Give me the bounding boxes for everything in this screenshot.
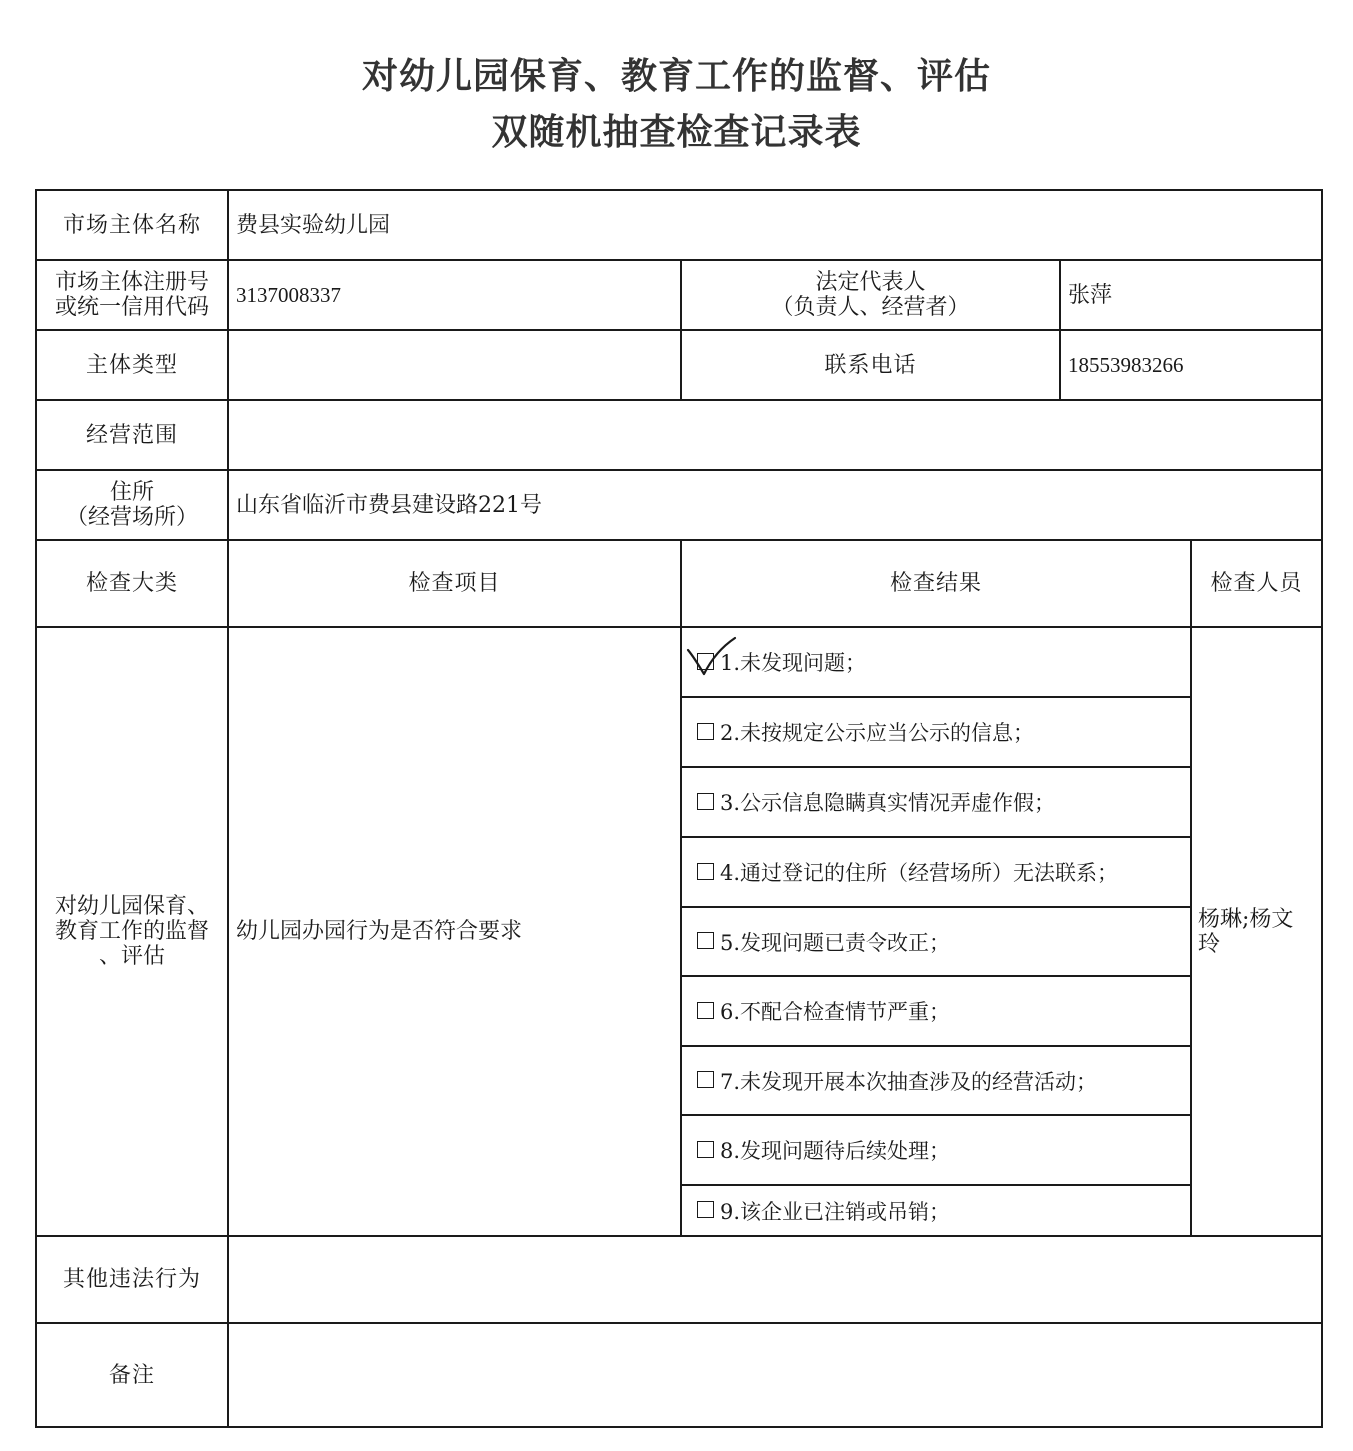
other-violations-label: 其他违法行为 xyxy=(62,1267,201,1292)
checkbox-icon[interactable] xyxy=(697,1002,714,1019)
result-option-text: 2.未按规定公示应当公示的信息； xyxy=(720,721,1035,745)
category-value-line3: 、评估 xyxy=(98,944,165,969)
checkbox-icon[interactable] xyxy=(697,1201,714,1218)
result-option-text: 4.通过登记的住所（经营场所）无法联系； xyxy=(720,861,1119,885)
reg-no-value: 3137008337 xyxy=(236,282,341,307)
result-option-2[interactable] xyxy=(682,698,1190,766)
result-option-text: 7.未发现开展本次抽查涉及的经营活动； xyxy=(720,1069,1098,1094)
address-value: 山东省临沂市费县建设路221号 xyxy=(236,492,542,518)
inspector-header: 检查人员 xyxy=(1210,571,1303,596)
result-option-text: 9.该企业已注销或吊销； xyxy=(720,1199,951,1224)
entity-name-label: 市场主体名称 xyxy=(62,212,201,238)
checkbox-icon[interactable] xyxy=(697,1141,714,1158)
item-header: 检查项目 xyxy=(408,571,501,596)
phone-value: 18553983266 xyxy=(1068,352,1184,377)
entity-type-label: 主体类型 xyxy=(85,352,178,378)
handwritten-checkmark-icon xyxy=(686,636,738,680)
result-option-4[interactable] xyxy=(682,838,1190,906)
inspector-value-line2: 玲 xyxy=(1198,931,1221,957)
result-option-7[interactable] xyxy=(682,1047,1190,1114)
scope-value xyxy=(229,401,1321,469)
checkbox-icon[interactable] xyxy=(697,1071,714,1088)
result-option-9[interactable] xyxy=(682,1186,1190,1235)
result-option-text: 1.未发现问题； xyxy=(720,651,867,675)
remarks-label: 备注 xyxy=(108,1362,155,1388)
remarks-value xyxy=(229,1324,1321,1426)
result-option-1[interactable] xyxy=(682,628,1190,696)
result-option-text: 5.发现问题已责令改正； xyxy=(720,930,951,955)
address-label-line2: （经营场所） xyxy=(65,505,198,530)
checkbox-icon[interactable] xyxy=(697,863,714,880)
checkbox-icon[interactable] xyxy=(697,793,714,810)
result-header: 检查结果 xyxy=(889,571,982,596)
legal-rep-value: 张萍 xyxy=(1068,282,1113,308)
other-violations-value xyxy=(229,1237,1321,1322)
result-option-5[interactable] xyxy=(682,908,1190,975)
result-option-text: 6.不配合检查情节严重； xyxy=(720,1000,951,1024)
entity-name-value: 费县实验幼儿园 xyxy=(236,212,391,238)
address-label-line1: 住所 xyxy=(109,480,154,505)
legal-rep-label xyxy=(682,261,1059,329)
address-label xyxy=(37,471,227,539)
entity-type-value xyxy=(229,331,680,399)
result-option-6[interactable] xyxy=(682,977,1190,1045)
checkbox-icon[interactable] xyxy=(697,932,714,949)
result-option-8[interactable] xyxy=(682,1116,1190,1184)
result-option-text: 3.公示信息隐瞒真实情况弄虚作假； xyxy=(720,791,1056,815)
scope-label: 经营范围 xyxy=(85,422,178,448)
category-value xyxy=(37,628,227,1235)
legal-rep-label-line1: 法定代表人 xyxy=(815,270,926,295)
reg-no-label-line2: 或统一信用代码 xyxy=(54,295,209,320)
document-title-line2: 双随机抽查检查记录表 xyxy=(491,112,862,153)
checkbox-icon[interactable] xyxy=(697,723,714,740)
category-header: 检查大类 xyxy=(85,571,178,596)
phone-label: 联系电话 xyxy=(824,352,917,378)
result-option-3[interactable] xyxy=(682,768,1190,836)
item-value: 幼儿园办园行为是否符合要求 xyxy=(236,919,523,944)
inspector-value xyxy=(1192,628,1321,1235)
result-option-text: 8.发现问题待后续处理； xyxy=(720,1139,951,1163)
reg-no-label xyxy=(37,261,227,329)
inspector-value-line1: 杨琳;杨文 xyxy=(1198,906,1294,932)
document-title-line1: 对幼儿园保育、教育工作的监督、评估 xyxy=(361,56,991,97)
reg-no-label-line1: 市场主体注册号 xyxy=(54,270,209,295)
category-value-line2: 教育工作的监督 xyxy=(54,919,209,944)
category-value-line1: 对幼儿园保育、 xyxy=(54,894,209,919)
legal-rep-label-line2: （负责人、经营者） xyxy=(771,295,970,320)
